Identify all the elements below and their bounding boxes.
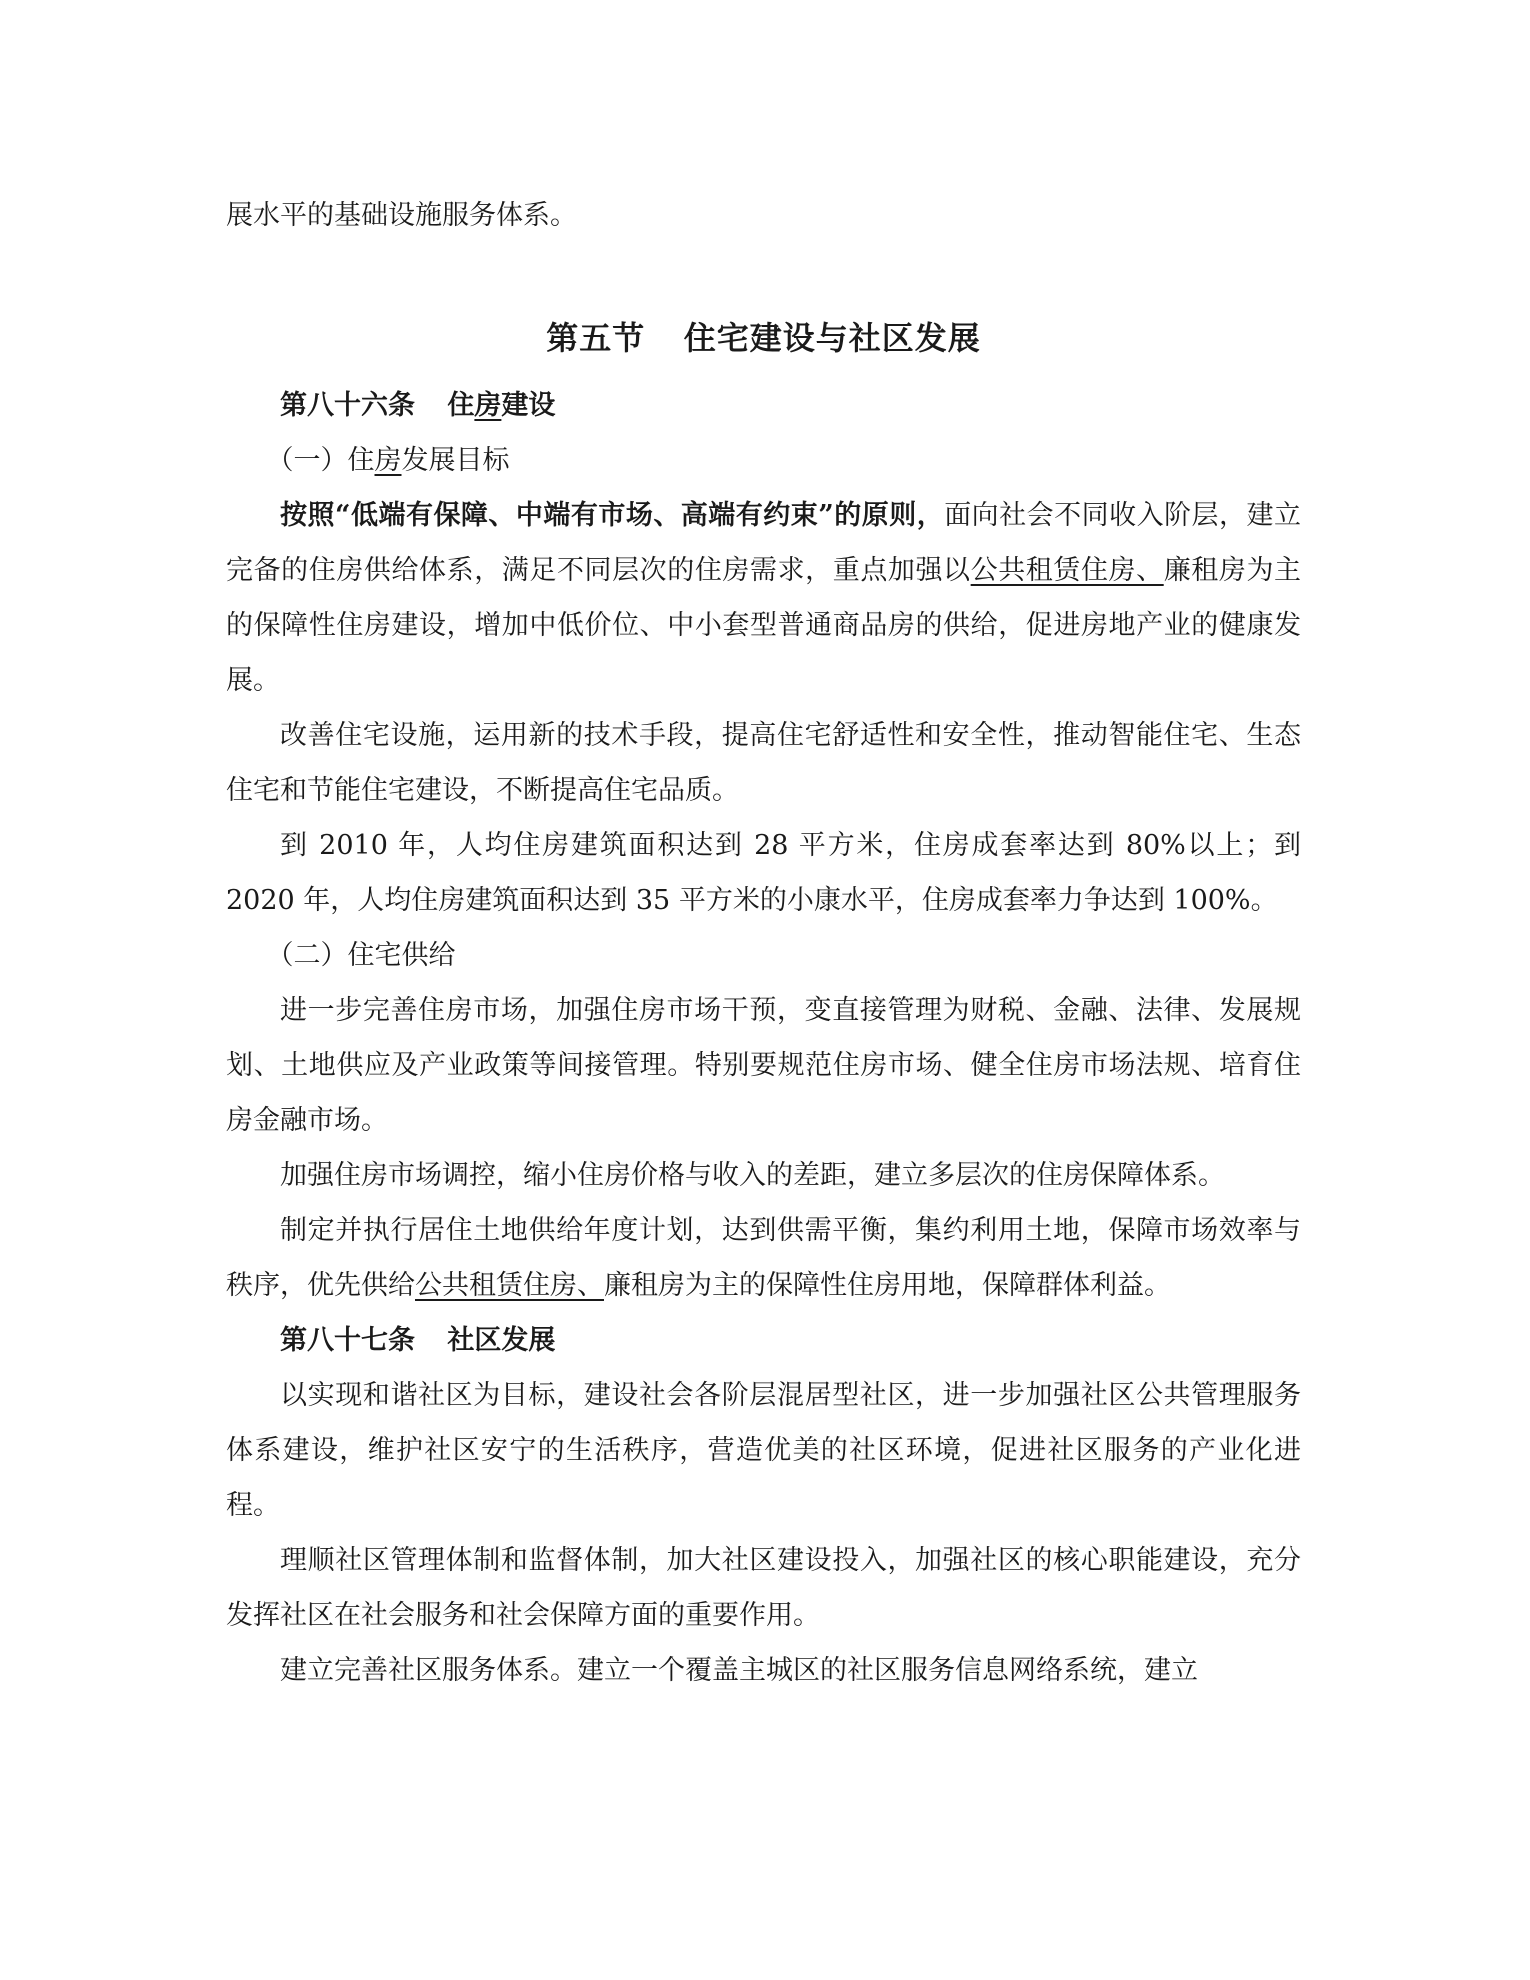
subheading-1-b: 发展目标: [401, 445, 510, 476]
article-87-number: 第八十七条: [280, 1325, 415, 1356]
article-86-paragraph-1: [226, 488, 1301, 708]
article-86-paragraph-6: [226, 1203, 1301, 1313]
p1-text-b: 廉租房为主的保障性住房建设，增加中低价位、中小套型普通商品房的供给，促进房地产业的健康发展。: [226, 555, 1302, 696]
section-number: 第五节: [546, 319, 646, 357]
article-86-paragraph-4: 进一步完善住房市场，加强住房市场干预，变直接管理为财税、金融、法律、发展规划、土地供应及产业政策等间接管理。特别要规范住房市场、健全住房市场法规、培育住房金融市场。: [226, 995, 1301, 1136]
p1-text-a: 面向社会不同收入阶层，建立完备的住房供给体系，满足不同层次的住房需求，重点加强以: [226, 500, 1302, 586]
p6-text-a: 制定并执行居住土地供给年度计划，达到供需平衡，集约利用土地，保障市场效率与秩序，优先供给: [226, 1215, 1301, 1301]
article-86-paragraph-2: 改善住宅设施，运用新的技术手段，提高住宅舒适性和安全性，推动智能住宅、生态住宅和节能住宅建设，不断提高住宅品质。: [226, 720, 1301, 806]
document-page: [226, 188, 1301, 1698]
article-87-title: 社区发展: [447, 1325, 556, 1356]
article-86-title-b: 建设: [501, 390, 556, 421]
section-title: 住宅建设与社区发展: [683, 319, 981, 357]
section-heading: [226, 243, 1301, 378]
article-86-paragraph-5: 加强住房市场调控，缩小住房价格与收入的差距，建立多层次的住房保障体系。: [280, 1160, 1225, 1191]
article-87-paragraph-1: 以实现和谐社区为目标，建设社会各阶层混居型社区，进一步加强社区公共管理服务体系建设，维护社区安宁的生活秩序，营造优美的社区环境，促进社区服务的产业化进程。: [226, 1380, 1301, 1521]
article-86-title-a: 住: [447, 390, 475, 421]
continued-paragraph: 展水平的基础设施服务体系。: [226, 200, 577, 231]
article-87-paragraph-3: 建立完善社区服务体系。建立一个覆盖主城区的社区服务信息网络系统，建立: [280, 1655, 1198, 1686]
principle-bold: 按照“低端有保障、中端有市场、高端有约束”的原则，: [280, 500, 945, 531]
article-86-number: 第八十六条: [280, 390, 415, 421]
article-87-paragraph-2: 理顺社区管理体制和监督体制，加大社区建设投入，加强社区的核心职能建设，充分发挥社区在社会服务和社会保障方面的重要作用。: [226, 1545, 1301, 1631]
subheading-2: （二）住宅供给: [266, 940, 456, 971]
article-86-paragraph-3: 到 2010 年，人均住房建筑面积达到 28 平方米，住房成套率达到 80%以上；到 2020 年，人均住房建筑面积达到 35 平方米的小康水平，住房成套率力争达到 100%。: [226, 830, 1301, 916]
p6-text-b: 廉租房为主的保障性住房用地，保障群体利益。: [604, 1270, 1171, 1301]
p6-underlined: 公共租赁住房、: [415, 1270, 604, 1301]
subheading-1-underlined: 房: [374, 445, 402, 476]
article-86-title-underlined: 房: [474, 390, 502, 421]
article-87-heading: [226, 1313, 1301, 1368]
p1-underlined: 公共租赁住房、: [970, 555, 1164, 586]
article-86-heading: [226, 378, 1301, 433]
subheading-1-a: （一）住: [266, 445, 375, 476]
subheading-1: [226, 433, 1301, 488]
